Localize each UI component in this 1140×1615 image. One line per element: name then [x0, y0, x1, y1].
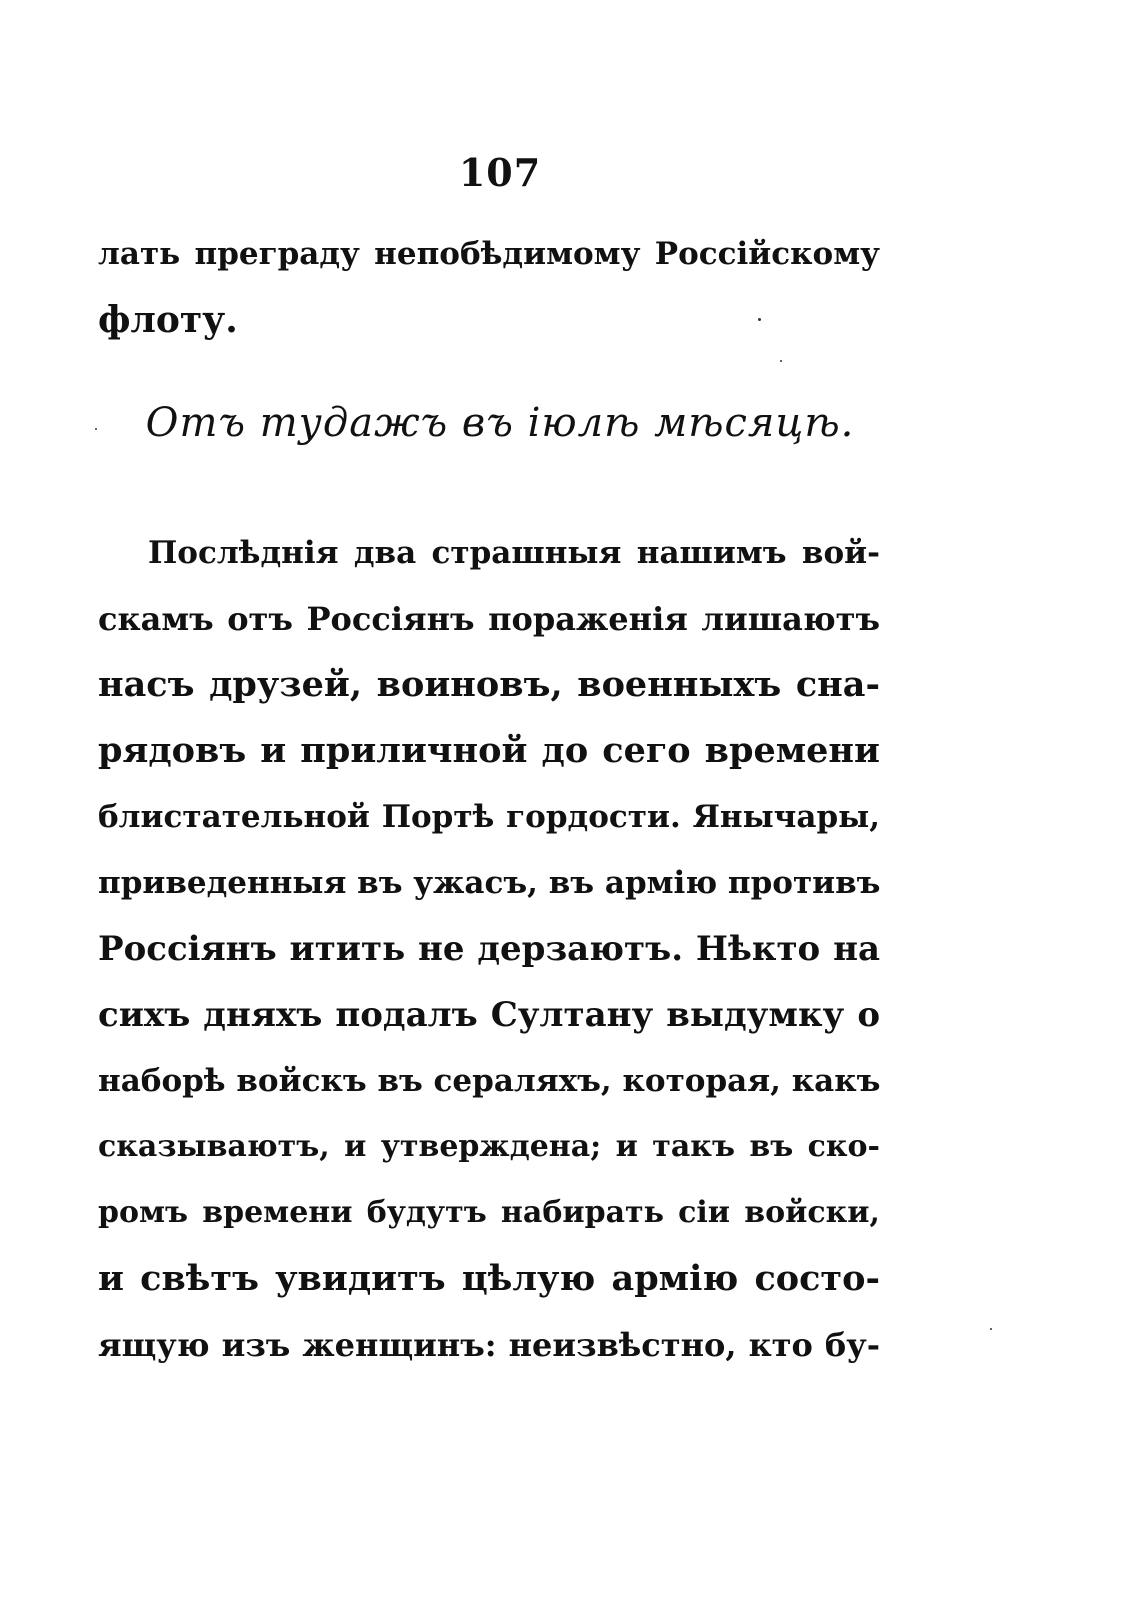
paragraph-line: ромъ времени будутъ набирать сіи войски,	[98, 1195, 880, 1230]
print-speck	[758, 318, 761, 321]
paragraph-line: рядовъ и приличной до сего времени	[98, 730, 880, 771]
page-number: 107	[458, 150, 542, 195]
paragraph-line: приведенныя въ ужасъ, въ армію противъ	[98, 865, 881, 901]
paragraph-line: Россіянъ итить не дерзаютъ. Нѣкто на	[98, 929, 880, 969]
paragraph-line: сихъ дняхъ подалъ Султану выдумку о	[98, 995, 880, 1035]
paragraph-line: Послѣднія два страшныя нашимъ вой-	[148, 535, 880, 571]
print-speck	[990, 1328, 992, 1330]
text-line: лать преграду непобѣдимому Россійскому	[98, 236, 880, 272]
paragraph-line: сказываютъ, и утверждена; и такъ въ ско-	[98, 1129, 880, 1164]
section-heading: Отъ тудажъ въ іюлѣ мѣсяцѣ.	[145, 400, 855, 446]
paragraph-line: насъ друзей, воиновъ, военныхъ сна-	[98, 664, 880, 705]
paragraph-line: блистательной Портѣ гордости. Янычары,	[98, 799, 880, 835]
paragraph-line: ящую изъ женщинъ: неизвѣстно, кто бу-	[98, 1326, 880, 1364]
text-line: флоту.	[98, 299, 238, 341]
paragraph-line: наборѣ войскъ въ сераляхъ, которая, какъ	[98, 1063, 881, 1099]
paragraph-line: скамъ отъ Россіянъ пораженія лишаютъ	[98, 600, 880, 638]
print-speck	[95, 428, 97, 430]
paragraph-line: и свѣтъ увидитъ цѣлую армію состо-	[98, 1258, 880, 1299]
print-speck	[780, 360, 782, 362]
